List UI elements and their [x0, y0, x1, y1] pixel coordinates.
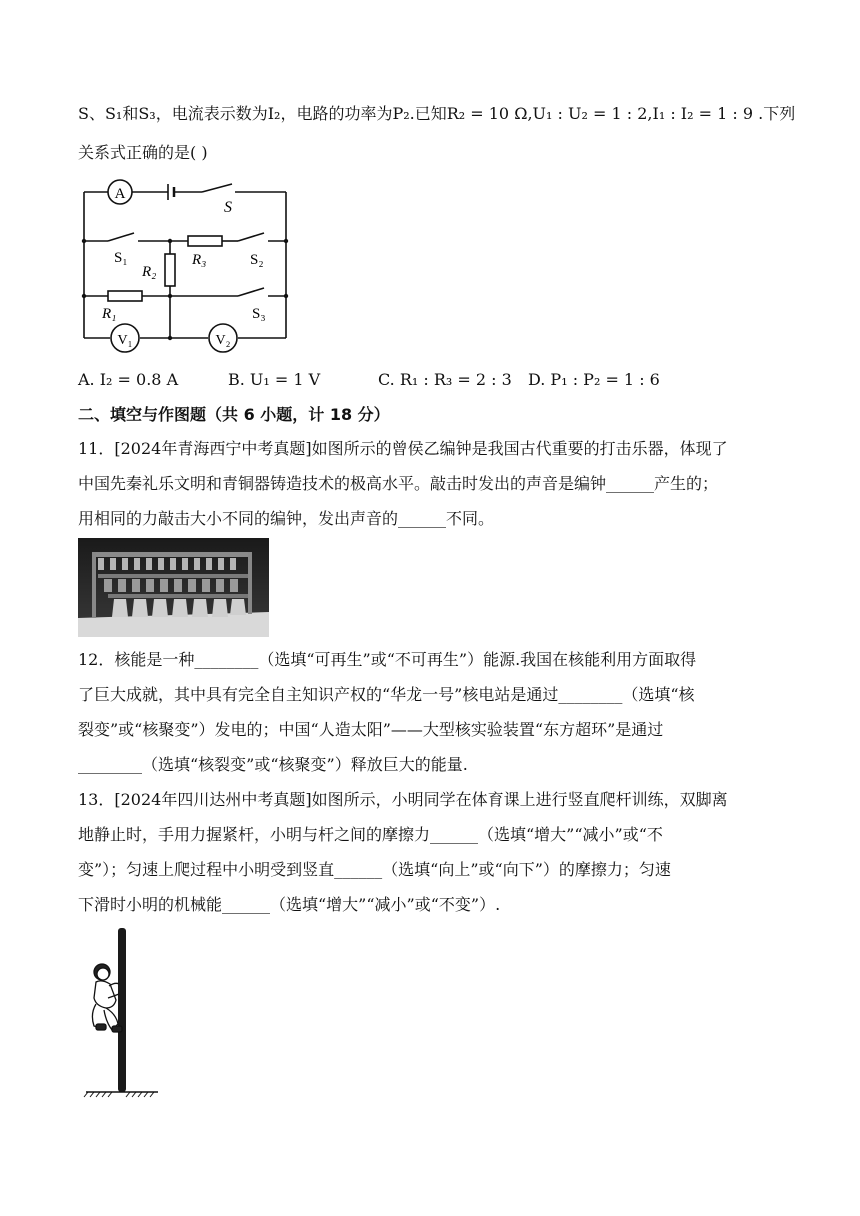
q10-text-line-1: S、S₁和S₃，电流表示数为I₂，电路的功率为P₂.已知R₂ = 10 Ω,U₁ : U₂ = 1 : 2,I₁ : I₂ = 1 : 9 .下列	[78, 104, 796, 123]
resistor-r1-label: R₁	[102, 306, 117, 322]
option-d: D. P₁ : P₂ = 1 : 6	[528, 370, 660, 389]
switch-s3-label: S₃	[252, 306, 266, 322]
option-c: C. R₁ : R₃ = 2 : 3	[378, 370, 512, 389]
option-b: B. U₁ = 1 V	[228, 370, 321, 389]
q11-line-2: 中国先秦礼乐文明和青铜器铸造技术的极高水平。敲击时发出的声音是编钟______产生的；	[78, 474, 719, 493]
q13-line-1: 13．[2024年四川达州中考真题]如图所示，小明同学在体育课上进行竖直爬杆训练，双脚离	[78, 790, 728, 809]
resistor-r3-label: R₃	[192, 252, 207, 268]
q12-line-4: ________（选填“核裂变”或“核聚变”）释放巨大的能量.	[78, 755, 468, 774]
option-a: A. I₂ = 0.8 A	[78, 370, 179, 389]
q13-line-4: 下滑时小明的机械能______（选填“增大”“减小”或“不变”）.	[78, 895, 501, 914]
q13-line-2: 地静止时，手用力握紧杆，小明与杆之间的摩擦力______（选填“增大”“减小”或“不	[78, 825, 663, 844]
switch-s1-label: S₁	[114, 250, 128, 266]
pole-climbing-illustration	[82, 926, 162, 1102]
q12-line-3: 裂变”或“核聚变”）发电的；中国“人造太阳”——大型核实验装置“东方超环”是通过	[78, 720, 664, 739]
q12-line-1: 12．核能是一种________（选填“可再生”或“不可再生”）能源.我国在核能利用方面取得	[78, 650, 697, 669]
ammeter-label: A	[114, 186, 126, 202]
q10-text-line-2: 关系式正确的是( )	[78, 143, 208, 162]
q13-line-3: 变”）；匀速上爬过程中小明受到竖直______（选填“向上”或“向下”）的摩擦力；匀速	[78, 860, 671, 879]
q11-line-1: 11．[2024年青海西宁中考真题]如图所示的曾侯乙编钟是我国古代重要的打击乐器，体现了	[78, 439, 728, 458]
circuit-diagram	[78, 172, 298, 357]
switch-s2-label: S₂	[250, 252, 264, 268]
section-title: 二、填空与作图题（共 6 小题，计 18 分）	[78, 405, 390, 424]
voltmeter-v1-label: V₁	[117, 333, 133, 348]
bianzhong-bells-image	[78, 538, 269, 637]
voltmeter-v2-label: V₂	[215, 333, 231, 348]
resistor-r2-label: R₂	[142, 264, 157, 280]
switch-s-label: S	[224, 199, 232, 216]
q11-line-3: 用相同的力敲击大小不同的编钟，发出声音的______不同。	[78, 509, 495, 528]
q12-line-2: 了巨大成就，其中具有完全自主知识产权的“华龙一号”核电站是通过________（选填“核	[78, 685, 695, 704]
